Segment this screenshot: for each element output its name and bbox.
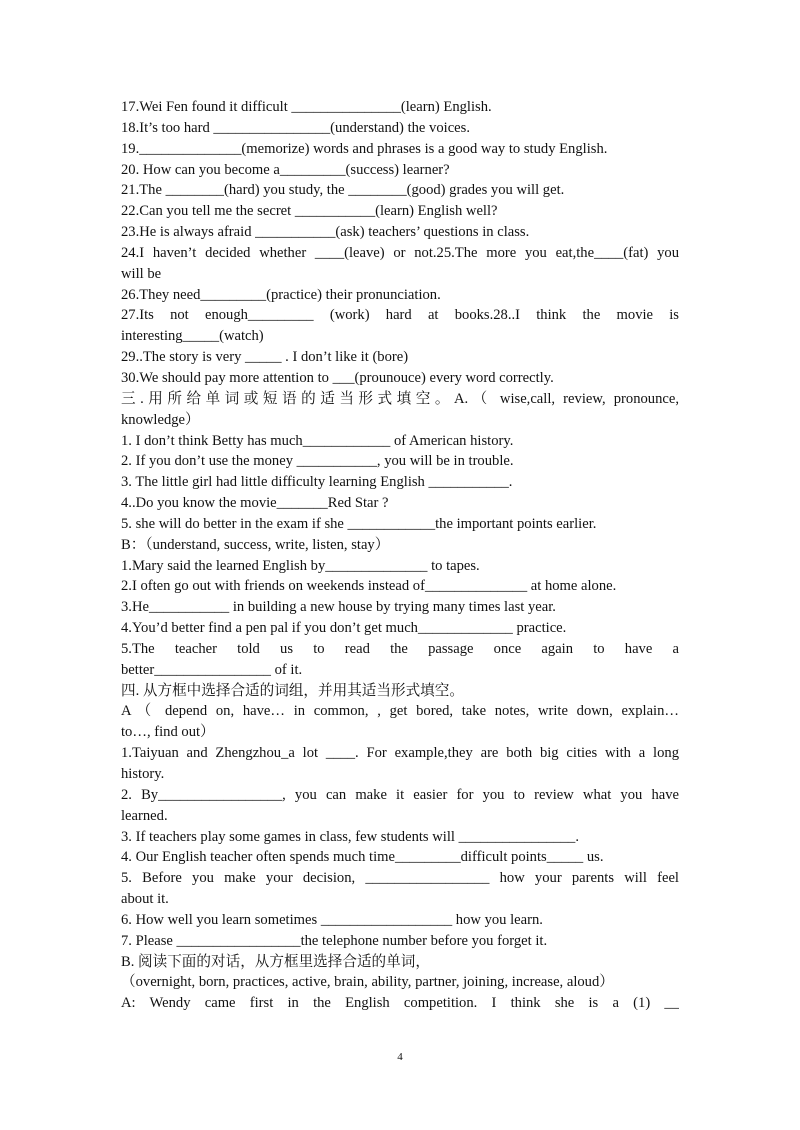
- text-line: 5. she will do better in the exam if she ____________the important points earlier.: [121, 515, 597, 532]
- text-line: history.: [121, 766, 165, 782]
- text-line: knowledge）: [121, 411, 200, 428]
- text-line: 22.Can you tell me the secret ___________(learn) English well?: [121, 203, 498, 220]
- document-body: [121, 97, 679, 1014]
- text-line: 4..Do you know the movie_______Red Star ?: [121, 495, 389, 512]
- text-line: to…, find out）: [121, 724, 215, 741]
- text-line: 7. Please _________________the telephone number before you forget it.: [121, 932, 548, 949]
- text-line: 24.I haven’t decided whether ____(leave) or not.25.The more you eat,the____(fat) you: [121, 244, 679, 261]
- text-line: 21.The ________(hard) you study, the ________(good) grades you will get.: [121, 182, 565, 199]
- text-line: 19.______________(memorize) words and phrases is a good way to study English.: [121, 140, 608, 157]
- text-line: 18.It’s too hard ________________(understand) the voices.: [121, 119, 470, 136]
- text-line: 20. How can you become a_________(success) learner?: [121, 161, 450, 178]
- text-line: 3. The little girl had little difficulty learning English ___________.: [121, 474, 513, 491]
- text-line: 1.Taiyuan and Zhengzhou_a lot ____. For example,they are both big cities with a long: [121, 745, 679, 762]
- text-line: will be: [121, 265, 162, 282]
- text-line: about it.: [121, 891, 169, 908]
- text-line: 3. If teachers play some games in class, few students will ________________.: [121, 828, 579, 845]
- text-line: 26.They need_________(practice) their pronunciation.: [121, 286, 441, 303]
- text-line: 3.He___________ in building a new house by trying many times last year.: [121, 599, 556, 616]
- text-line: 27.Its not enough_________ (work) hard at books.28..I think the movie is: [121, 307, 679, 324]
- text-line: A: Wendy came first in the English competition. I think she is a (1) __: [121, 995, 679, 1012]
- text-line: interesting_____(watch): [121, 328, 264, 345]
- text-line: 30.We should pay more attention to ___(prounouce) every word correctly.: [121, 369, 554, 386]
- text-line: 1. I don’t think Betty has much____________ of American history.: [121, 432, 514, 449]
- text-line: learned.: [121, 807, 168, 824]
- text-line: 四. 从方框中选择合适的词组，并用其适当形式填空。: [121, 682, 464, 699]
- text-line: 2. By_________________, you can make it easier for you to review what you have: [121, 786, 679, 803]
- text-line: 5. Before you make your decision, _________________ how your parents will feel: [121, 870, 679, 887]
- text-line: 2.I often go out with friends on weekends instead of______________ at home alone.: [121, 578, 617, 595]
- text-line: 6. How well you learn sometimes __________________ how you learn.: [121, 911, 543, 928]
- text-line: better________________ of it.: [121, 661, 303, 678]
- text-line: 29..The story is very _____ . I don’t like it (bore): [121, 349, 409, 366]
- text-line: 5.The teacher told us to read the passage once again to have a: [121, 640, 679, 657]
- text-line: 4.You’d better find a pen pal if you don’t get much_____________ practice.: [121, 620, 567, 637]
- text-line: 4. Our English teacher often spends much time_________difficult points_____ us.: [121, 849, 604, 866]
- text-line: 2. If you don’t use the money ___________, you will be in trouble.: [121, 453, 514, 470]
- text-line: 1.Mary said the learned English by______________ to tapes.: [121, 557, 480, 574]
- text-line: B：（understand, success, write, listen, stay）: [121, 536, 390, 553]
- page-number: 4: [397, 1051, 403, 1063]
- text-line: 23.He is always afraid ___________(ask) teachers’ questions in class.: [121, 224, 530, 241]
- text-line: B. 阅读下面的对话，从方框里选择合适的单词，: [121, 953, 430, 970]
- text-line: 17.Wei Fen found it difficult _______________(learn) English.: [121, 99, 492, 115]
- text-line: 三.用所给单词或短语的适当形式填空。A.（ wise,call, review, pronounce,: [121, 390, 679, 407]
- text-line: A（ depend on, have… in common, , get bored, take notes, write down, explain…: [121, 703, 679, 720]
- text-line: （overnight, born, practices, active, brain, ability, partner, joining, increase, aloud）: [121, 974, 614, 991]
